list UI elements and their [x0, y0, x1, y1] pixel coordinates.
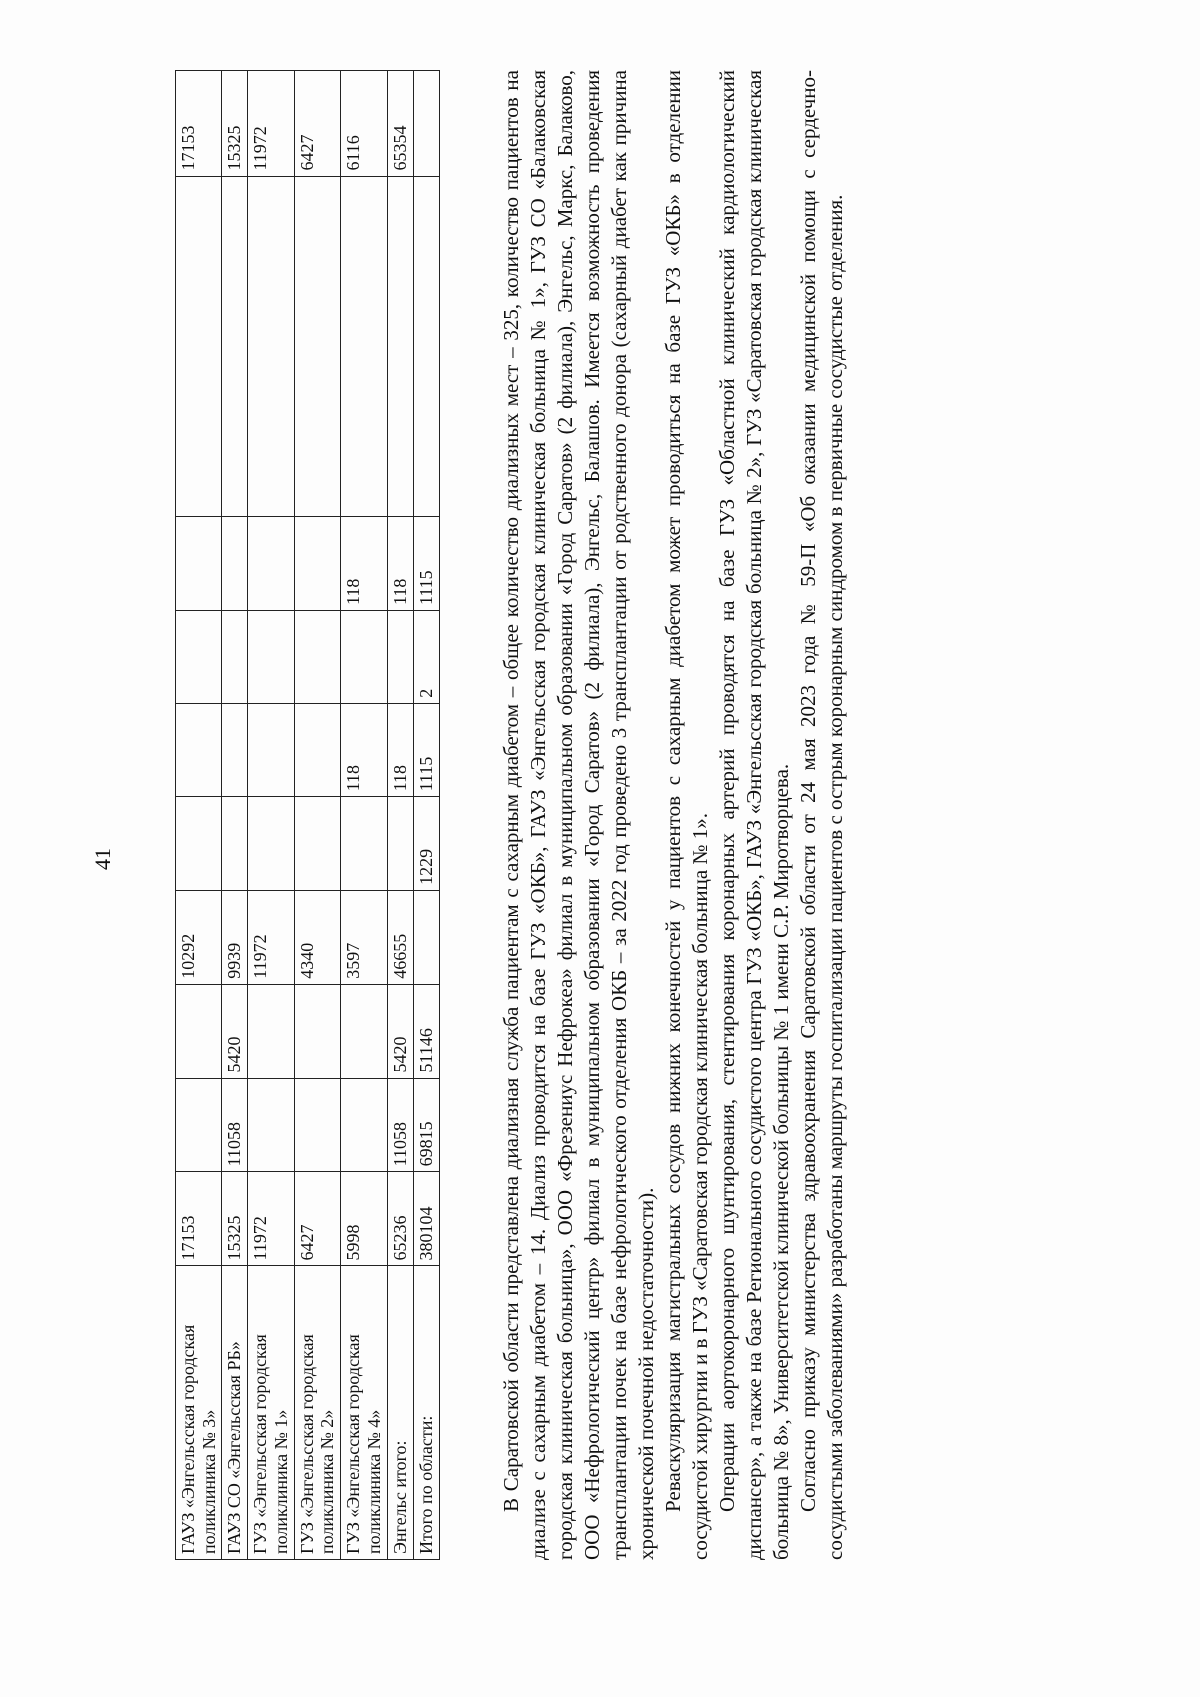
table-cell: 51146: [413, 984, 439, 1078]
body-text: [498, 70, 849, 1560]
table-cell: [341, 611, 387, 704]
table-cell: 11972: [248, 890, 294, 984]
table-cell: [341, 176, 387, 517]
table-cell: 15325: [222, 71, 248, 177]
table-cell: [222, 517, 248, 611]
table-cell: 17153: [176, 71, 222, 177]
table-cell: 1115: [413, 517, 439, 611]
table-cell: [341, 984, 387, 1078]
table-cell: [248, 176, 294, 517]
table-cell: 1229: [413, 797, 439, 891]
table-cell: 10292: [176, 890, 222, 984]
data-table: [175, 70, 440, 1560]
table-cell: 11058: [222, 1078, 248, 1172]
table-cell: [248, 797, 294, 891]
table-cell: [387, 611, 413, 704]
table-cell: 65354: [387, 71, 413, 177]
table-cell: 69815: [413, 1078, 439, 1172]
table-cell: [341, 1078, 387, 1172]
table-cell-name: Итого по области:: [413, 1266, 439, 1560]
table-cell: [176, 703, 222, 797]
table-cell: 5998: [341, 1172, 387, 1266]
table-cell: [176, 517, 222, 611]
table-cell: 2: [413, 611, 439, 704]
table-cell: [413, 176, 439, 517]
table-row: [176, 71, 222, 1560]
table-cell: [248, 1078, 294, 1172]
table-cell: [222, 703, 248, 797]
table-row: [248, 71, 294, 1560]
paragraph-dialysis: В Саратовской области представлена диализная служба пациентам с сахарным диабетом – общее количество диализных мест – 325, количество пациентов на диализе с сахарным диабетом – 14. Диализ проводится на базе ГУЗ «ОКБ», ГАУЗ «Энгельсская городская клиническая больница № 1», ГУЗ СО «Балаковская городская клиническая больница», ООО «Фрезениус Нефрокеа» филиал в муниципальном образовании «Город Саратов» (2 филиала), Энгельс, Маркс, Балаково, ООО «Нефрологический центр» филиал в муниципальном образовании «Город Саратов» (2 филиала), Энгельс, Балашов. Имеется возможность проведения трансплантации почек на базе нефрологического отделения ОКБ – за 2022 год проведено 3 трансплантации от родственного донора (сахарный диабет как причина хронической почечной недостаточности).: [498, 70, 658, 1560]
table-cell: 118: [387, 517, 413, 611]
table-row: [387, 71, 413, 1560]
table-cell-name: ГУЗ «Энгельсская городская поликлиника № 2»: [294, 1266, 340, 1560]
table-cell: 5420: [222, 984, 248, 1078]
table-cell: [176, 176, 222, 517]
table-cell: [294, 797, 340, 891]
table-cell: [248, 517, 294, 611]
page-number: 41: [90, 848, 115, 870]
table-cell: 9939: [222, 890, 248, 984]
table-cell: 1115: [413, 703, 439, 797]
table-cell: [294, 176, 340, 517]
table-cell: 6427: [294, 1172, 340, 1266]
table-cell: 17153: [176, 1172, 222, 1266]
table-cell: 118: [341, 703, 387, 797]
table-cell: [387, 176, 413, 517]
table-cell: [248, 703, 294, 797]
table-cell: 11058: [387, 1078, 413, 1172]
table-cell: 118: [341, 517, 387, 611]
table-cell: [176, 797, 222, 891]
table-cell: [294, 517, 340, 611]
table-cell: [222, 611, 248, 704]
table-cell-name: ГАУЗ СО «Энгельсская РБ»: [222, 1266, 248, 1560]
table-cell: 5420: [387, 984, 413, 1078]
table-cell: [222, 797, 248, 891]
table-cell: [176, 611, 222, 704]
table-cell-name: ГУЗ «Энгельсская городская поликлиника № 1»: [248, 1266, 294, 1560]
table-cell: [294, 611, 340, 704]
rotated-content: [175, 70, 1135, 1560]
table-cell: 15325: [222, 1172, 248, 1266]
table-cell-name: Энгельс итого:: [387, 1266, 413, 1560]
table-cell: [413, 71, 439, 177]
paragraph-revascularization: Реваскуляризация магистральных сосудов нижних конечностей у пациентов с сахарным диабетом может проводиться на базе ГУЗ «ОКБ» в отделении сосудистой хирургии и в ГУЗ «Саратовская городская клиническая больница № 1».: [660, 70, 712, 1560]
table-cell: [176, 1078, 222, 1172]
table-cell: [248, 611, 294, 704]
table-cell: [294, 984, 340, 1078]
table-cell: [176, 984, 222, 1078]
table-cell: 380104: [413, 1172, 439, 1266]
table-cell: 6427: [294, 71, 340, 177]
table-row: [222, 71, 248, 1560]
table-row: [413, 71, 439, 1560]
table-cell: 65236: [387, 1172, 413, 1266]
table-cell: [413, 890, 439, 984]
table-cell: 4340: [294, 890, 340, 984]
table-cell-name: ГАУЗ «Энгельсская городская поликлиника № 3»: [176, 1266, 222, 1560]
table-cell: 118: [387, 703, 413, 797]
table-cell: 11972: [248, 1172, 294, 1266]
table-cell-name: ГУЗ «Энгельсская городская поликлиника № 4»: [341, 1266, 387, 1560]
table-cell: [294, 1078, 340, 1172]
table-row: [294, 71, 340, 1560]
paragraph-coronary-operations: Операции аортокоронарного шунтирования, стентирования коронарных артерий проводятся на базе ГУЗ «Областной клинический кардиологический диспансер», а также на базе Регионального сосудистого центра ГУЗ «ОКБ», ГАУЗ «Энгельсская городская больница № 2», ГУЗ «Саратовская городская клиническая больница № 8», Университетской клинической больницы № 1 имени С.Р. Миротворцева.: [714, 70, 793, 1560]
table-cell: 46655: [387, 890, 413, 984]
table-cell: [222, 176, 248, 517]
table-cell: [341, 797, 387, 891]
table-row: [341, 71, 387, 1560]
paragraph-order: Согласно приказу министерства здравоохранения Саратовской области от 24 мая 2023 года № 59-П «Об оказании медицинской помощи с сердечно-сосудистыми заболеваниями» разработаны маршруты госпитализации пациентов с острым коронарным синдромом в первичные сосудистые отделения.: [795, 70, 847, 1560]
table-cell: [294, 703, 340, 797]
table-cell: 3597: [341, 890, 387, 984]
table-cell: 6116: [341, 71, 387, 177]
table-cell: [248, 984, 294, 1078]
table-cell: [387, 797, 413, 891]
table-cell: 11972: [248, 71, 294, 177]
